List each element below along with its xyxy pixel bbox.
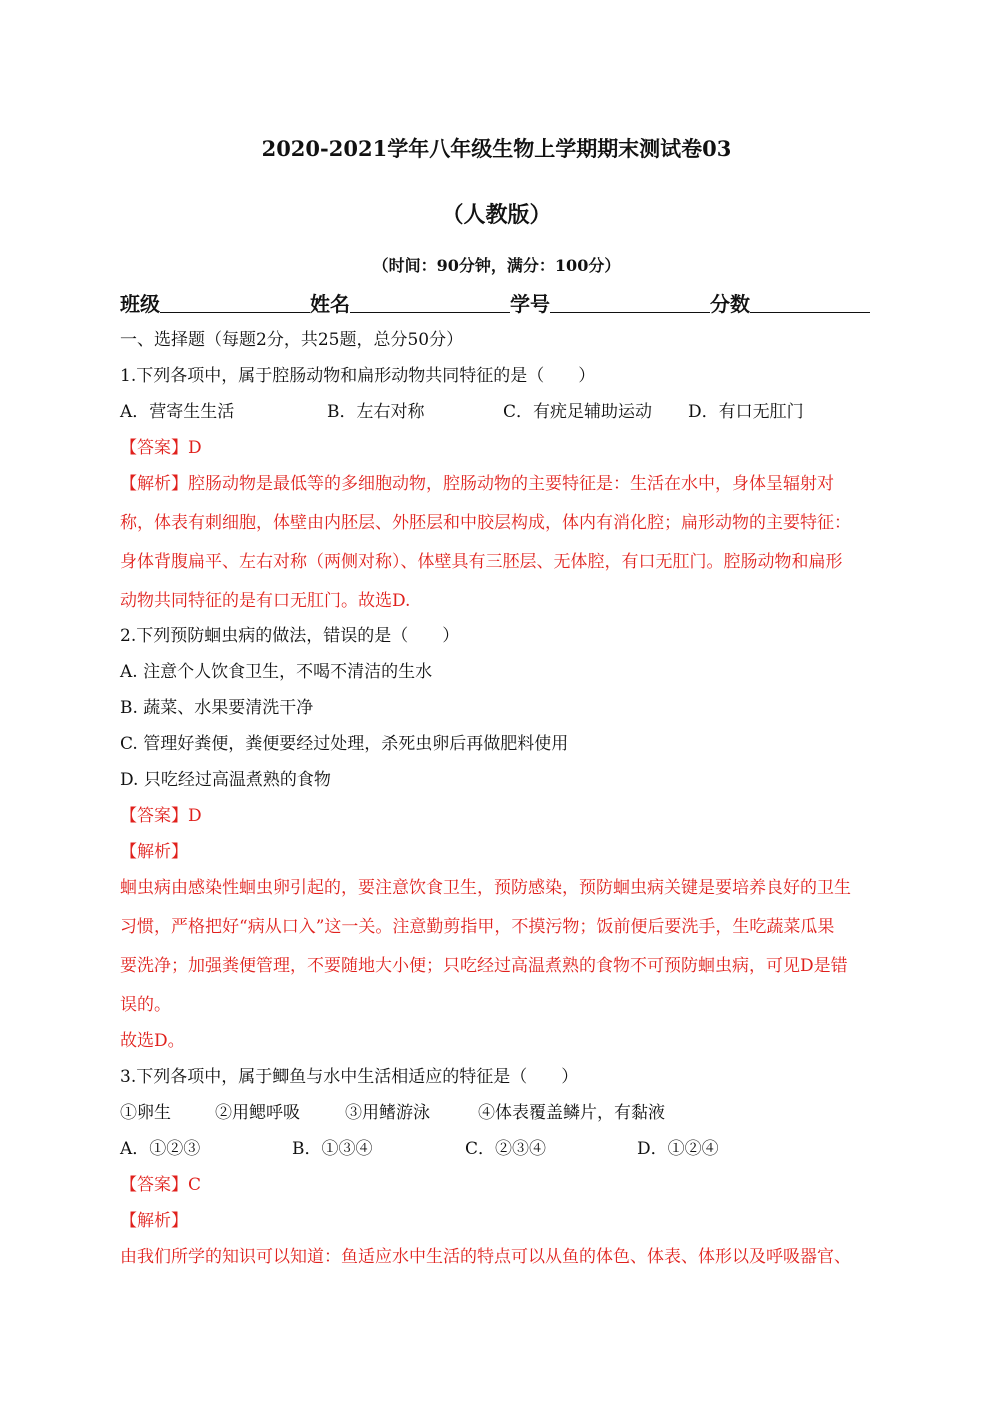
- q1-option-a: A．营寄生生活: [120, 402, 235, 422]
- id-blank: [550, 294, 710, 313]
- edition-label: （人教版）: [441, 202, 552, 228]
- q2-analysis-line-2: 习惯，严格把好“病从口入”这一关。注意勤剪指甲，不摸污物；饭前便后要洗手，生吃蔬菜瓜果: [120, 917, 835, 937]
- q1-analysis-line-1: 【解析】腔肠动物是最低等的多细胞动物，腔肠动物的主要特征是：生活在水中，身体呈辐射对: [120, 474, 834, 494]
- q3-analysis-label: 【解析】: [120, 1211, 188, 1231]
- q2-stem: 2.下列预防蛔虫病的做法，错误的是（ ）: [120, 626, 460, 646]
- q1-analysis-line-3: 身体背腹扁平、左右对称（两侧对称）、体壁具有三胚层、无体腔，有口无肛门。腔肠动物和扁形: [120, 552, 843, 572]
- class-label: 班级: [120, 292, 160, 316]
- score-label: 分数: [710, 292, 750, 316]
- class-blank: [160, 294, 310, 313]
- q3-item-4: ④体表覆盖鳞片，有黏液: [478, 1103, 665, 1123]
- q1-analysis-line-2: 称，体表有刺细胞，体壁由内胚层、外胚层和中胶层构成，体内有消化腔；扁形动物的主要特征：: [120, 513, 851, 533]
- q1-answer: 【答案】D: [120, 438, 202, 458]
- q3-option-a: A．①②③: [120, 1139, 201, 1159]
- q2-conclusion: 故选D。: [120, 1031, 185, 1051]
- score-blank: [750, 294, 870, 313]
- q2-option-d: D. 只吃经过高温煮熟的食物: [120, 770, 331, 790]
- q2-option-b: B. 蔬菜、水果要清洗干净: [120, 698, 314, 718]
- q3-answer: 【答案】C: [120, 1175, 202, 1195]
- q2-analysis-line-4: 误的。: [120, 995, 171, 1015]
- q2-answer: 【答案】D: [120, 806, 202, 826]
- document-title: 2020-2021学年八年级生物上学期期末测试卷03: [261, 136, 732, 161]
- id-label: 学号: [510, 292, 550, 316]
- q2-option-a: A. 注意个人饮食卫生，不喝不清洁的生水: [120, 662, 433, 682]
- name-label: 姓名: [310, 292, 350, 316]
- time-info: （时间：90分钟，满分：100分）: [372, 256, 621, 275]
- q1-option-b: B．左右对称: [327, 402, 425, 422]
- q3-analysis-line-1: 由我们所学的知识可以知道：鱼适应水中生活的特点可以从鱼的体色、体表、体形以及呼吸器官、: [120, 1247, 851, 1267]
- student-info-row: [120, 288, 870, 317]
- q1-option-d: D．有口无肛门: [688, 402, 804, 422]
- q3-option-b: B．①③④: [292, 1139, 373, 1159]
- name-blank: [350, 294, 510, 313]
- section-heading: 一、选择题（每题2分，共25题，总分50分）: [120, 330, 464, 350]
- q2-option-c: C. 管理好粪便，粪便要经过处理，杀死虫卵后再做肥料使用: [120, 734, 569, 754]
- q2-analysis-label: 【解析】: [120, 842, 188, 862]
- q2-analysis-line-3: 要洗净；加强粪便管理，不要随地大小便；只吃经过高温煮熟的食物不可预防蛔虫病，可见D是错: [120, 956, 848, 976]
- q2-analysis-line-1: 蛔虫病由感染性蛔虫卵引起的，要注意饮食卫生，预防感染，预防蛔虫病关键是要培养良好的卫生: [120, 878, 851, 898]
- q3-option-c: C．②③④: [465, 1139, 547, 1159]
- q3-option-d: D．①②④: [637, 1139, 719, 1159]
- q1-analysis-line-4: 动物共同特征的是有口无肛门。故选D.: [120, 591, 411, 611]
- q3-stem: 3.下列各项中，属于鲫鱼与水中生活相适应的特征是（ ）: [120, 1067, 579, 1087]
- q3-item-1: ①卵生: [120, 1103, 171, 1123]
- q1-option-c: C．有疣足辅助运动: [503, 402, 653, 422]
- q1-stem: 1.下列各项中，属于腔肠动物和扁形动物共同特征的是（ ）: [120, 366, 596, 386]
- q3-item-3: ③用鳍游泳: [345, 1103, 430, 1123]
- q3-item-2: ②用鳃呼吸: [215, 1103, 300, 1123]
